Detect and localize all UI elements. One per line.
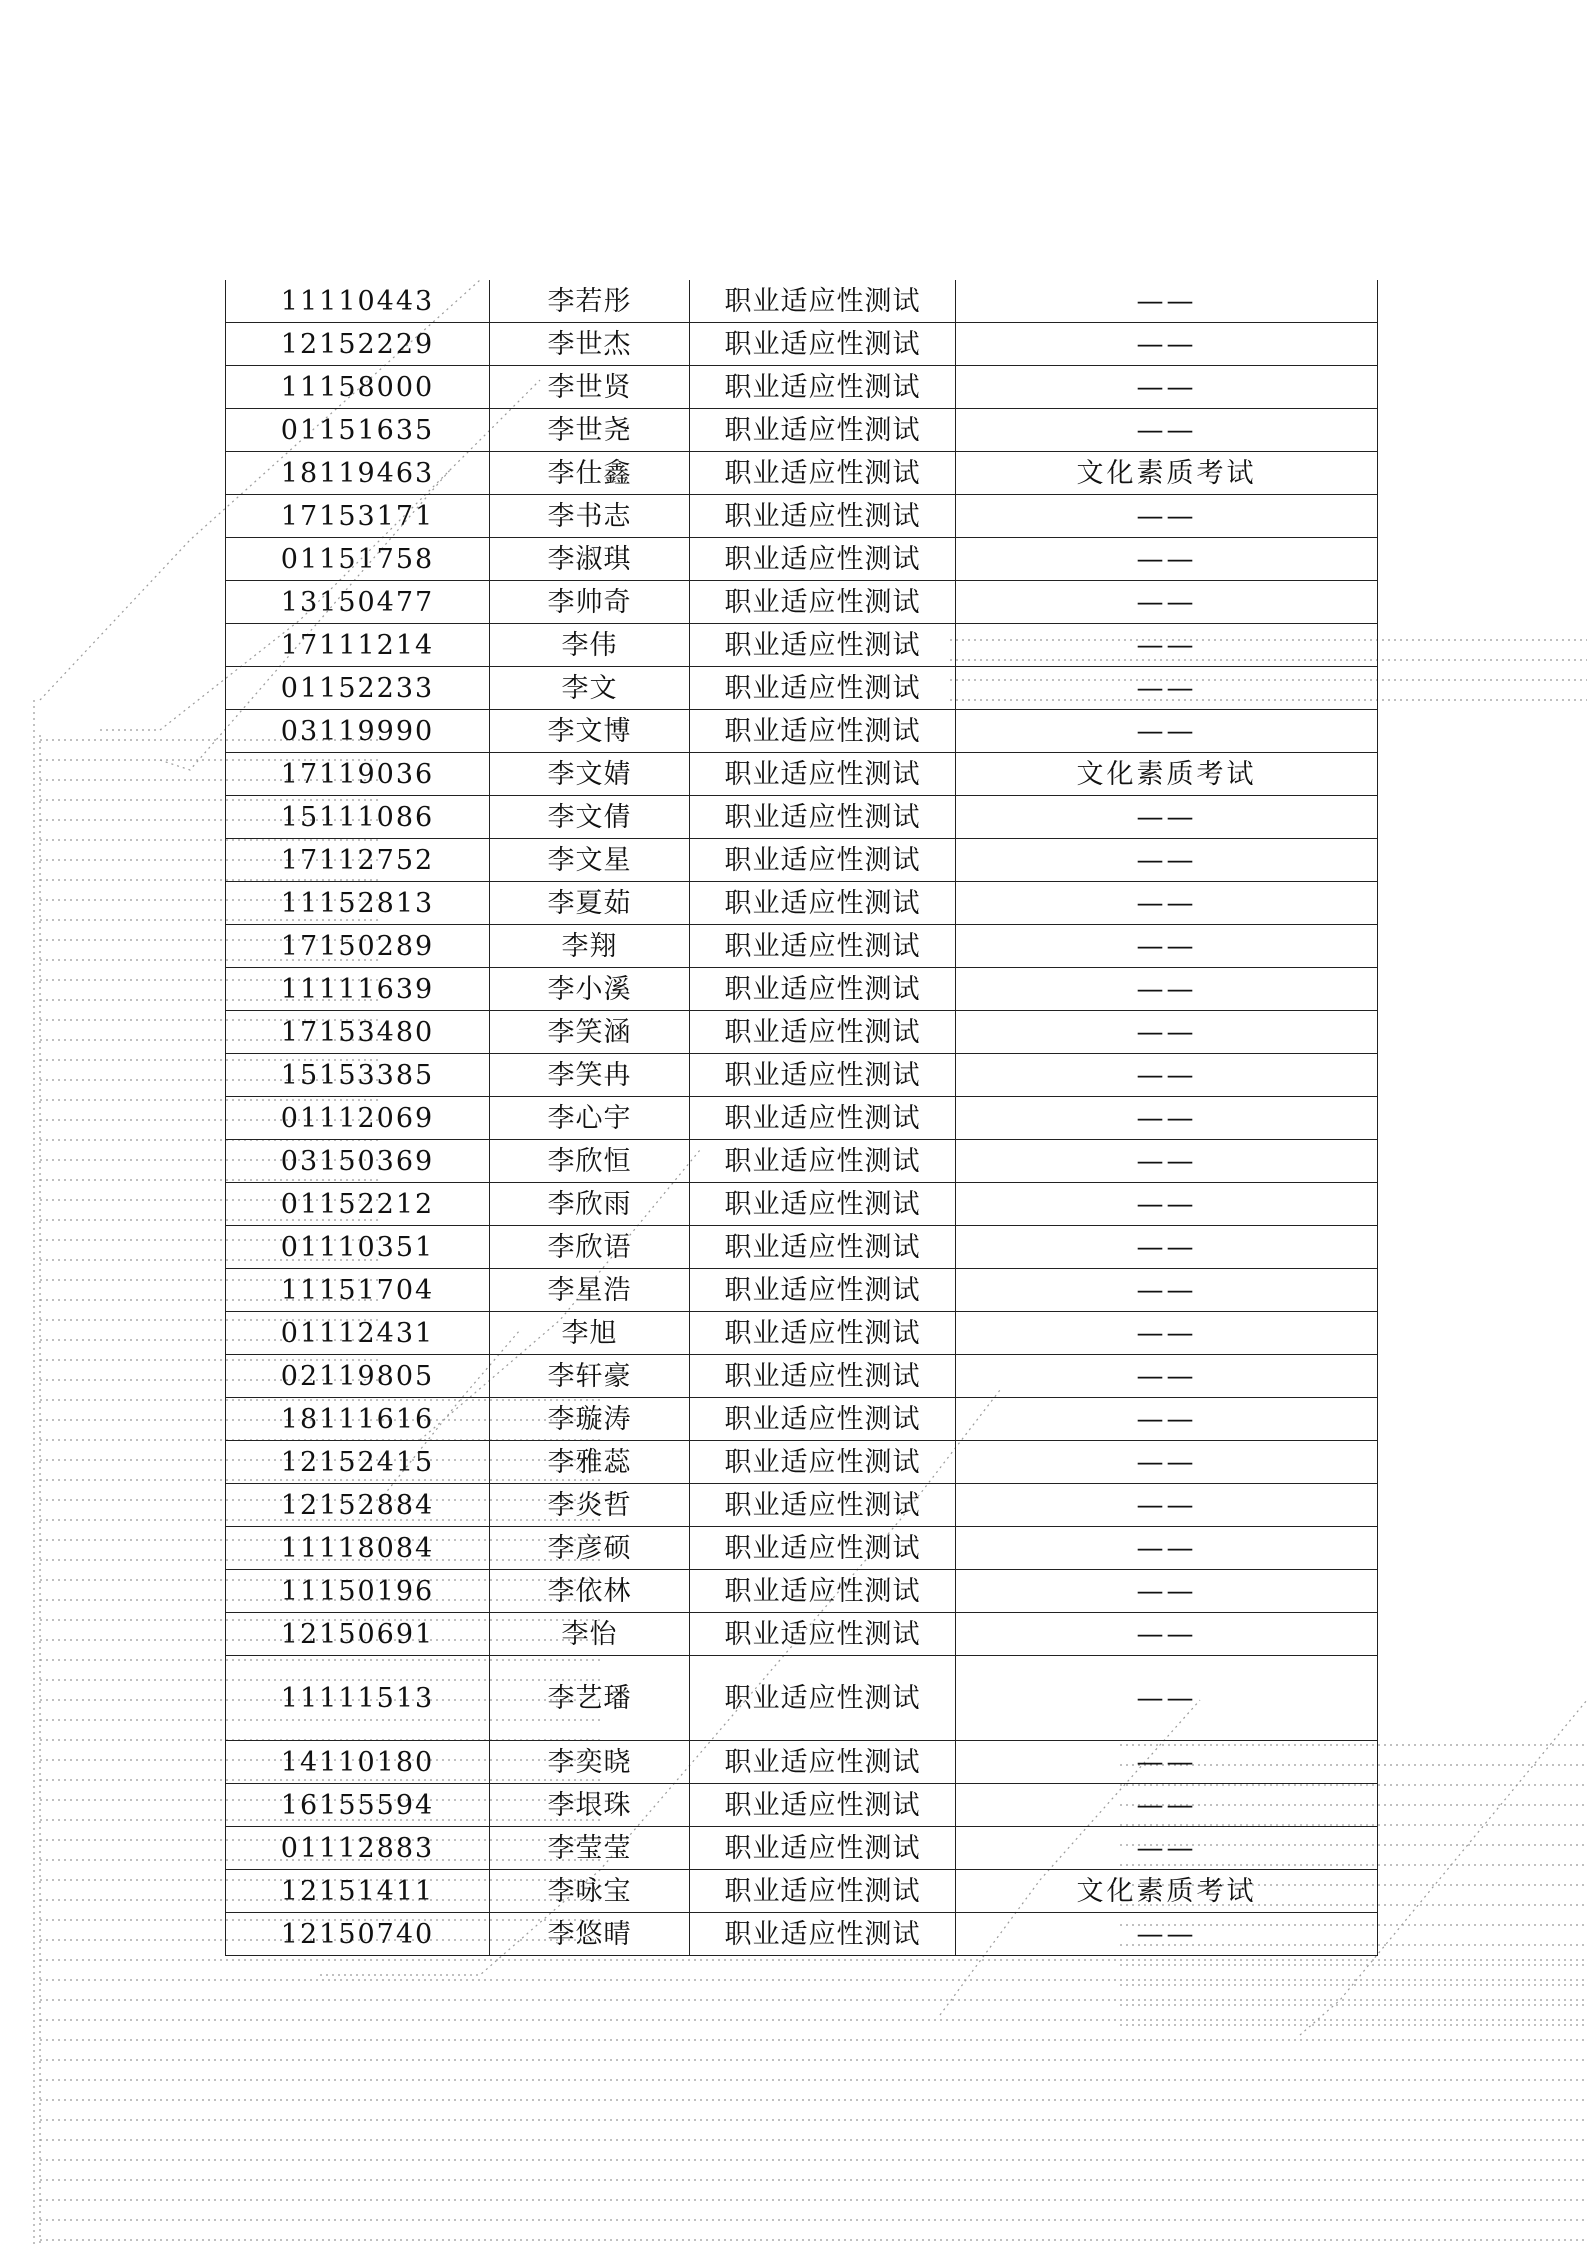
candidate-name-cell: 李旭 (490, 1312, 690, 1355)
exam-type-cell: 职业适应性测试 (690, 1226, 956, 1269)
table-row (226, 280, 1378, 323)
exam-type-cell: 职业适应性测试 (690, 1097, 956, 1140)
exam-type-cell: 职业适应性测试 (690, 1827, 956, 1870)
table-row (226, 839, 1378, 882)
table-row (226, 1355, 1378, 1398)
additional-exam-cell: —— (956, 968, 1378, 1011)
candidate-name-cell: 李文倩 (490, 796, 690, 839)
candidate-id-cell: 11110443 (226, 280, 490, 323)
candidate-name-cell: 李怡 (490, 1613, 690, 1656)
table-row (226, 409, 1378, 452)
candidate-name-cell: 李若彤 (490, 280, 690, 323)
candidate-id-cell: 12152884 (226, 1484, 490, 1527)
exam-type-cell: 职业适应性测试 (690, 1140, 956, 1183)
roster-table (225, 280, 1378, 1956)
exam-type-cell: 职业适应性测试 (690, 753, 956, 796)
table-row (226, 1827, 1378, 1870)
additional-exam-cell: —— (956, 581, 1378, 624)
table-row (226, 1097, 1378, 1140)
additional-exam-cell: —— (956, 538, 1378, 581)
candidate-name-cell: 李笑冉 (490, 1054, 690, 1097)
additional-exam-cell: —— (956, 1398, 1378, 1441)
candidate-name-cell: 李欣语 (490, 1226, 690, 1269)
candidate-id-cell: 03150369 (226, 1140, 490, 1183)
exam-type-cell: 职业适应性测试 (690, 1398, 956, 1441)
exam-type-cell: 职业适应性测试 (690, 839, 956, 882)
additional-exam-cell: —— (956, 882, 1378, 925)
candidate-id-cell: 15153385 (226, 1054, 490, 1097)
exam-type-cell: 职业适应性测试 (690, 1527, 956, 1570)
candidate-name-cell: 李小溪 (490, 968, 690, 1011)
candidate-name-cell: 李文博 (490, 710, 690, 753)
additional-exam-cell: —— (956, 925, 1378, 968)
table-row (226, 1140, 1378, 1183)
candidate-name-cell: 李心宇 (490, 1097, 690, 1140)
candidate-id-cell: 12151411 (226, 1870, 490, 1913)
additional-exam-cell: —— (956, 796, 1378, 839)
candidate-id-cell: 11152813 (226, 882, 490, 925)
additional-exam-cell: —— (956, 1527, 1378, 1570)
table-row (226, 1741, 1378, 1784)
candidate-name-cell: 李奕晓 (490, 1741, 690, 1784)
additional-exam-cell: 文化素质考试 (956, 452, 1378, 495)
exam-type-cell: 职业适应性测试 (690, 796, 956, 839)
candidate-id-cell: 17153480 (226, 1011, 490, 1054)
additional-exam-cell: —— (956, 1140, 1378, 1183)
candidate-name-cell: 李世杰 (490, 323, 690, 366)
additional-exam-cell: —— (956, 323, 1378, 366)
additional-exam-cell: —— (956, 710, 1378, 753)
candidate-name-cell: 李星浩 (490, 1269, 690, 1312)
table-row (226, 366, 1378, 409)
additional-exam-cell: —— (956, 1441, 1378, 1484)
candidate-id-cell: 16155594 (226, 1784, 490, 1827)
candidate-id-cell: 12152415 (226, 1441, 490, 1484)
candidate-id-cell: 01152212 (226, 1183, 490, 1226)
table-row (226, 1054, 1378, 1097)
table-row (226, 796, 1378, 839)
additional-exam-cell: —— (956, 1269, 1378, 1312)
candidate-id-cell: 11111639 (226, 968, 490, 1011)
candidate-id-cell: 13150477 (226, 581, 490, 624)
candidate-id-cell: 18111616 (226, 1398, 490, 1441)
candidate-name-cell: 李璇涛 (490, 1398, 690, 1441)
candidate-id-cell: 12150740 (226, 1913, 490, 1956)
candidate-id-cell: 01151758 (226, 538, 490, 581)
additional-exam-cell: —— (956, 1570, 1378, 1613)
table-row (226, 1570, 1378, 1613)
table-row (226, 1784, 1378, 1827)
table-row (226, 538, 1378, 581)
table-row (226, 1226, 1378, 1269)
exam-type-cell: 职业适应性测试 (690, 1484, 956, 1527)
table-row (226, 323, 1378, 366)
roster-table-container (225, 280, 1377, 1956)
candidate-name-cell: 李伟 (490, 624, 690, 667)
candidate-name-cell: 李文星 (490, 839, 690, 882)
exam-type-cell: 职业适应性测试 (690, 538, 956, 581)
candidate-id-cell: 11111513 (226, 1656, 490, 1741)
candidate-name-cell: 李莹莹 (490, 1827, 690, 1870)
additional-exam-cell: —— (956, 1613, 1378, 1656)
exam-type-cell: 职业适应性测试 (690, 968, 956, 1011)
table-row (226, 667, 1378, 710)
additional-exam-cell: 文化素质考试 (956, 1870, 1378, 1913)
table-row (226, 1312, 1378, 1355)
candidate-name-cell: 李悠晴 (490, 1913, 690, 1956)
candidate-id-cell: 15111086 (226, 796, 490, 839)
additional-exam-cell: —— (956, 1741, 1378, 1784)
table-row (226, 1484, 1378, 1527)
additional-exam-cell: —— (956, 1183, 1378, 1226)
additional-exam-cell: —— (956, 495, 1378, 538)
candidate-name-cell: 李帅奇 (490, 581, 690, 624)
candidate-id-cell: 01112883 (226, 1827, 490, 1870)
exam-type-cell: 职业适应性测试 (690, 1613, 956, 1656)
candidate-id-cell: 01151635 (226, 409, 490, 452)
candidate-name-cell: 李炎哲 (490, 1484, 690, 1527)
additional-exam-cell: —— (956, 1784, 1378, 1827)
exam-type-cell: 职业适应性测试 (690, 624, 956, 667)
exam-type-cell: 职业适应性测试 (690, 366, 956, 409)
exam-type-cell: 职业适应性测试 (690, 1441, 956, 1484)
candidate-id-cell: 01112069 (226, 1097, 490, 1140)
additional-exam-cell: —— (956, 1913, 1378, 1956)
additional-exam-cell: —— (956, 409, 1378, 452)
exam-type-cell: 职业适应性测试 (690, 925, 956, 968)
candidate-id-cell: 11158000 (226, 366, 490, 409)
candidate-id-cell: 03119990 (226, 710, 490, 753)
table-row (226, 753, 1378, 796)
candidate-name-cell: 李咏宝 (490, 1870, 690, 1913)
exam-type-cell: 职业适应性测试 (690, 1355, 956, 1398)
candidate-name-cell: 李世贤 (490, 366, 690, 409)
additional-exam-cell: —— (956, 366, 1378, 409)
table-row (226, 1183, 1378, 1226)
candidate-name-cell: 李依林 (490, 1570, 690, 1613)
candidate-name-cell: 李夏茹 (490, 882, 690, 925)
candidate-name-cell: 李淑琪 (490, 538, 690, 581)
candidate-name-cell: 李文婧 (490, 753, 690, 796)
candidate-id-cell: 17150289 (226, 925, 490, 968)
exam-type-cell: 职业适应性测试 (690, 280, 956, 323)
table-row (226, 1613, 1378, 1656)
exam-type-cell: 职业适应性测试 (690, 1656, 956, 1741)
table-row (226, 1398, 1378, 1441)
table-row (226, 1656, 1378, 1741)
candidate-name-cell: 李艺璠 (490, 1656, 690, 1741)
candidate-id-cell: 11151704 (226, 1269, 490, 1312)
candidate-name-cell: 李彦硕 (490, 1527, 690, 1570)
candidate-id-cell: 17112752 (226, 839, 490, 882)
candidate-id-cell: 02119805 (226, 1355, 490, 1398)
candidate-name-cell: 李轩豪 (490, 1355, 690, 1398)
exam-type-cell: 职业适应性测试 (690, 1011, 956, 1054)
candidate-id-cell: 11118084 (226, 1527, 490, 1570)
table-row (226, 1269, 1378, 1312)
candidate-name-cell: 李雅蕊 (490, 1441, 690, 1484)
exam-type-cell: 职业适应性测试 (690, 495, 956, 538)
additional-exam-cell: —— (956, 1312, 1378, 1355)
candidate-name-cell: 李垠珠 (490, 1784, 690, 1827)
additional-exam-cell: —— (956, 1054, 1378, 1097)
additional-exam-cell: —— (956, 624, 1378, 667)
candidate-id-cell: 18119463 (226, 452, 490, 495)
candidate-name-cell: 李世尧 (490, 409, 690, 452)
additional-exam-cell: —— (956, 1656, 1378, 1741)
candidate-name-cell: 李笑涵 (490, 1011, 690, 1054)
table-row (226, 1011, 1378, 1054)
table-row (226, 925, 1378, 968)
table-row (226, 1913, 1378, 1956)
candidate-id-cell: 17119036 (226, 753, 490, 796)
table-row (226, 1441, 1378, 1484)
exam-type-cell: 职业适应性测试 (690, 1870, 956, 1913)
candidate-id-cell: 12152229 (226, 323, 490, 366)
table-row (226, 1527, 1378, 1570)
table-row (226, 581, 1378, 624)
exam-type-cell: 职业适应性测试 (690, 710, 956, 753)
candidate-id-cell: 12150691 (226, 1613, 490, 1656)
exam-type-cell: 职业适应性测试 (690, 1913, 956, 1956)
candidate-id-cell: 01110351 (226, 1226, 490, 1269)
additional-exam-cell: —— (956, 1226, 1378, 1269)
candidate-id-cell: 01152233 (226, 667, 490, 710)
exam-type-cell: 职业适应性测试 (690, 581, 956, 624)
additional-exam-cell: —— (956, 1827, 1378, 1870)
exam-type-cell: 职业适应性测试 (690, 323, 956, 366)
table-row (226, 1870, 1378, 1913)
additional-exam-cell: —— (956, 1484, 1378, 1527)
exam-type-cell: 职业适应性测试 (690, 1741, 956, 1784)
exam-type-cell: 职业适应性测试 (690, 1570, 956, 1613)
exam-type-cell: 职业适应性测试 (690, 1269, 956, 1312)
exam-type-cell: 职业适应性测试 (690, 1054, 956, 1097)
table-row (226, 882, 1378, 925)
exam-type-cell: 职业适应性测试 (690, 452, 956, 495)
candidate-name-cell: 李欣恒 (490, 1140, 690, 1183)
exam-type-cell: 职业适应性测试 (690, 667, 956, 710)
roster-table-body (226, 280, 1378, 1956)
candidate-id-cell: 11150196 (226, 1570, 490, 1613)
candidate-name-cell: 李书志 (490, 495, 690, 538)
candidate-name-cell: 李文 (490, 667, 690, 710)
additional-exam-cell: —— (956, 839, 1378, 882)
table-row (226, 452, 1378, 495)
candidate-name-cell: 李欣雨 (490, 1183, 690, 1226)
candidate-id-cell: 17153171 (226, 495, 490, 538)
exam-type-cell: 职业适应性测试 (690, 882, 956, 925)
additional-exam-cell: —— (956, 1011, 1378, 1054)
exam-type-cell: 职业适应性测试 (690, 1312, 956, 1355)
exam-type-cell: 职业适应性测试 (690, 1784, 956, 1827)
additional-exam-cell: —— (956, 280, 1378, 323)
candidate-name-cell: 李仕鑫 (490, 452, 690, 495)
table-row (226, 710, 1378, 753)
table-row (226, 624, 1378, 667)
candidate-id-cell: 01112431 (226, 1312, 490, 1355)
table-row (226, 495, 1378, 538)
additional-exam-cell: —— (956, 1355, 1378, 1398)
candidate-name-cell: 李翔 (490, 925, 690, 968)
candidate-id-cell: 17111214 (226, 624, 490, 667)
exam-type-cell: 职业适应性测试 (690, 1183, 956, 1226)
additional-exam-cell: —— (956, 1097, 1378, 1140)
additional-exam-cell: —— (956, 667, 1378, 710)
additional-exam-cell: 文化素质考试 (956, 753, 1378, 796)
table-row (226, 968, 1378, 1011)
exam-type-cell: 职业适应性测试 (690, 409, 956, 452)
candidate-id-cell: 14110180 (226, 1741, 490, 1784)
